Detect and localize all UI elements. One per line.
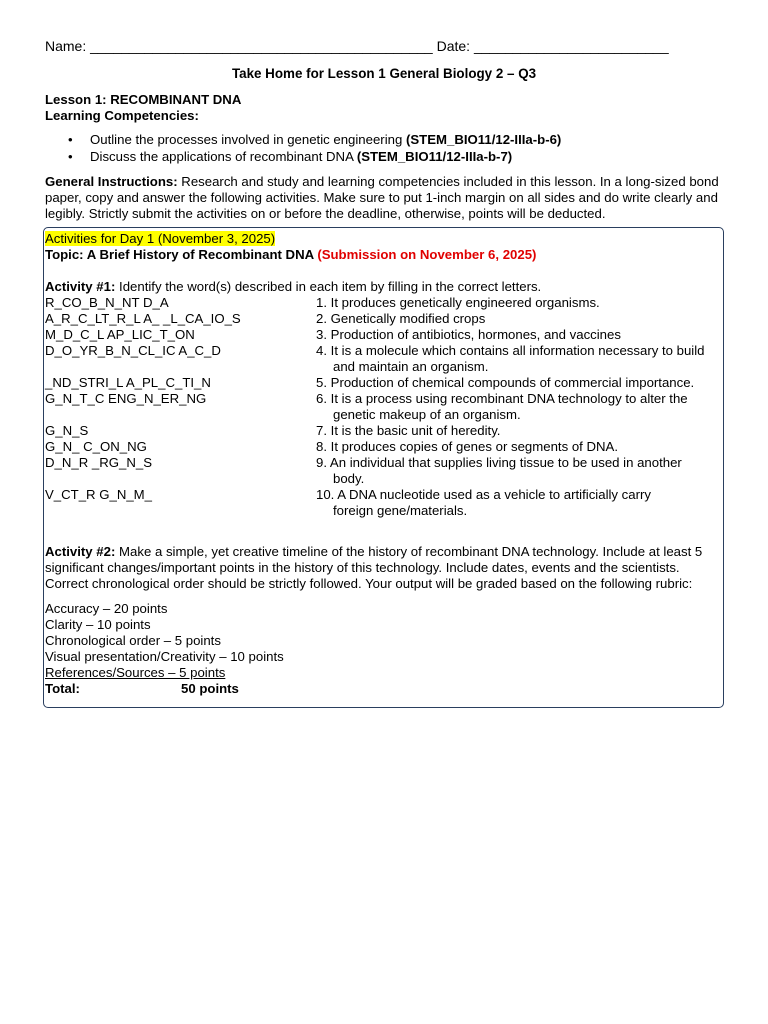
activity2-label: Activity #2: — [45, 544, 116, 559]
topic-line — [45, 247, 536, 263]
item-description: 2. Genetically modified crops — [316, 311, 486, 326]
item-description: 5. Production of chemical compounds of commercial importance. — [316, 375, 695, 390]
item-description: 8. It produces copies of genes or segments of DNA. — [316, 439, 619, 454]
item-description-continued: and maintain an organism. — [333, 359, 489, 374]
rubric-item: References/Sources – 5 points — [45, 665, 226, 680]
rubric-item: Visual presentation/Creativity – 10 points — [45, 649, 284, 664]
competency-text: Outline the processes involved in genetic engineering — [90, 132, 406, 147]
rubric-item: Chronological order – 5 points — [45, 633, 221, 648]
activity2-paragraph — [45, 544, 725, 592]
item-description: 9. An individual that supplies living tissue to be used in another — [316, 455, 682, 470]
item-word: V_CT_R G_N_M_ — [45, 487, 153, 502]
item-word: G_N_S — [45, 423, 89, 438]
item-description-continued: body. — [333, 471, 365, 486]
activity1-heading — [45, 279, 541, 295]
item-description-continued: genetic makeup of an organism. — [333, 407, 521, 422]
total-value: 50 points — [181, 681, 239, 696]
date-blank: _________________________ — [473, 38, 669, 54]
instructions-text: Research and study and learning competencies included in this lesson. In a long-sized bond paper, copy and answer the following activities. Make sure to put 1-inch margin on all sides and do write clearly and legibly. Strictly submit the activities on or before the deadline, otherwise, points will be deducted. — [45, 174, 719, 221]
name-label: Name: — [45, 38, 87, 54]
item-description: 6. It is a process using recombinant DNA technology to alter the — [316, 391, 688, 406]
item-description: 3. Production of antibiotics, hormones, and vaccines — [316, 327, 621, 342]
day-heading — [45, 231, 275, 247]
name-blank: ____________________________________________ — [90, 38, 433, 54]
item-word: D_O_YR_B_N_CL_IC A_C_D — [45, 343, 221, 358]
item-word: D_N_R _RG_N_S — [45, 455, 153, 470]
rubric-item: Clarity – 10 points — [45, 617, 151, 632]
activity1-label: Activity #1: — [45, 279, 116, 294]
bullet-icon: • — [68, 132, 73, 147]
lesson-heading: Lesson 1: RECOMBINANT DNA — [45, 92, 242, 107]
bullet-icon: • — [68, 149, 73, 164]
submission-date: (Submission on November 6, 2025) — [317, 247, 537, 262]
activity2-instruction: Make a simple, yet creative timeline of the history of recombinant DNA technology. Include at least 5 significant changes/important points in the history of this technology. Include dates, events and the scientists. Correct chronological order should be strictly followed. Your output will be graded based on the following rubric: — [45, 544, 703, 591]
item-description: 1. It produces genetically engineered organisms. — [316, 295, 600, 310]
item-word: G_N_ C_ON_NG — [45, 439, 147, 454]
header-line — [45, 38, 669, 54]
topic-label: Topic: A Brief History of Recombinant DNA — [45, 247, 318, 262]
competencies-list — [68, 132, 561, 166]
item-word: G_N_T_C ENG_N_ER_NG — [45, 391, 207, 406]
competencies-heading: Learning Competencies: — [45, 108, 199, 123]
general-instructions — [45, 174, 730, 222]
page-title: Take Home for Lesson 1 General Biology 2 – Q3 — [231, 66, 537, 81]
item-description: 7. It is the basic unit of heredity. — [316, 423, 501, 438]
date-label: Date: — [436, 38, 471, 54]
item-word: M_D_C_L AP_LIC_T_ON — [45, 327, 195, 342]
competency-code: (STEM_BIO11/12-IIIa-b-6) — [405, 132, 562, 147]
day-label: Activities for Day 1 (November 3, 2025) — [45, 231, 276, 246]
instructions-label: General Instructions: — [45, 174, 178, 189]
item-word: A_R_C_LT_R_L A_ _L_CA_IO_S — [45, 311, 241, 326]
item-description: 10. A DNA nucleotide used as a vehicle to artificially carry — [316, 487, 651, 502]
item-word: R_CO_B_N_NT D_A — [45, 295, 169, 310]
item-description-continued: foreign gene/materials. — [333, 503, 468, 518]
activity1-instruction: Identify the word(s) described in each item by filling in the correct letters. — [115, 279, 542, 294]
rubric-item: Accuracy – 20 points — [45, 601, 168, 616]
item-description: 4. It is a molecule which contains all information necessary to build — [316, 343, 705, 358]
competency-item — [68, 149, 561, 166]
item-word: _ND_STRI_L A_PL_C_TI_N — [45, 375, 211, 390]
competency-code: (STEM_BIO11/12-IIIa-b-7) — [356, 149, 513, 164]
total-label: Total: — [45, 681, 80, 696]
competency-item — [68, 132, 561, 149]
competency-text: Discuss the applications of recombinant DNA — [90, 149, 357, 164]
